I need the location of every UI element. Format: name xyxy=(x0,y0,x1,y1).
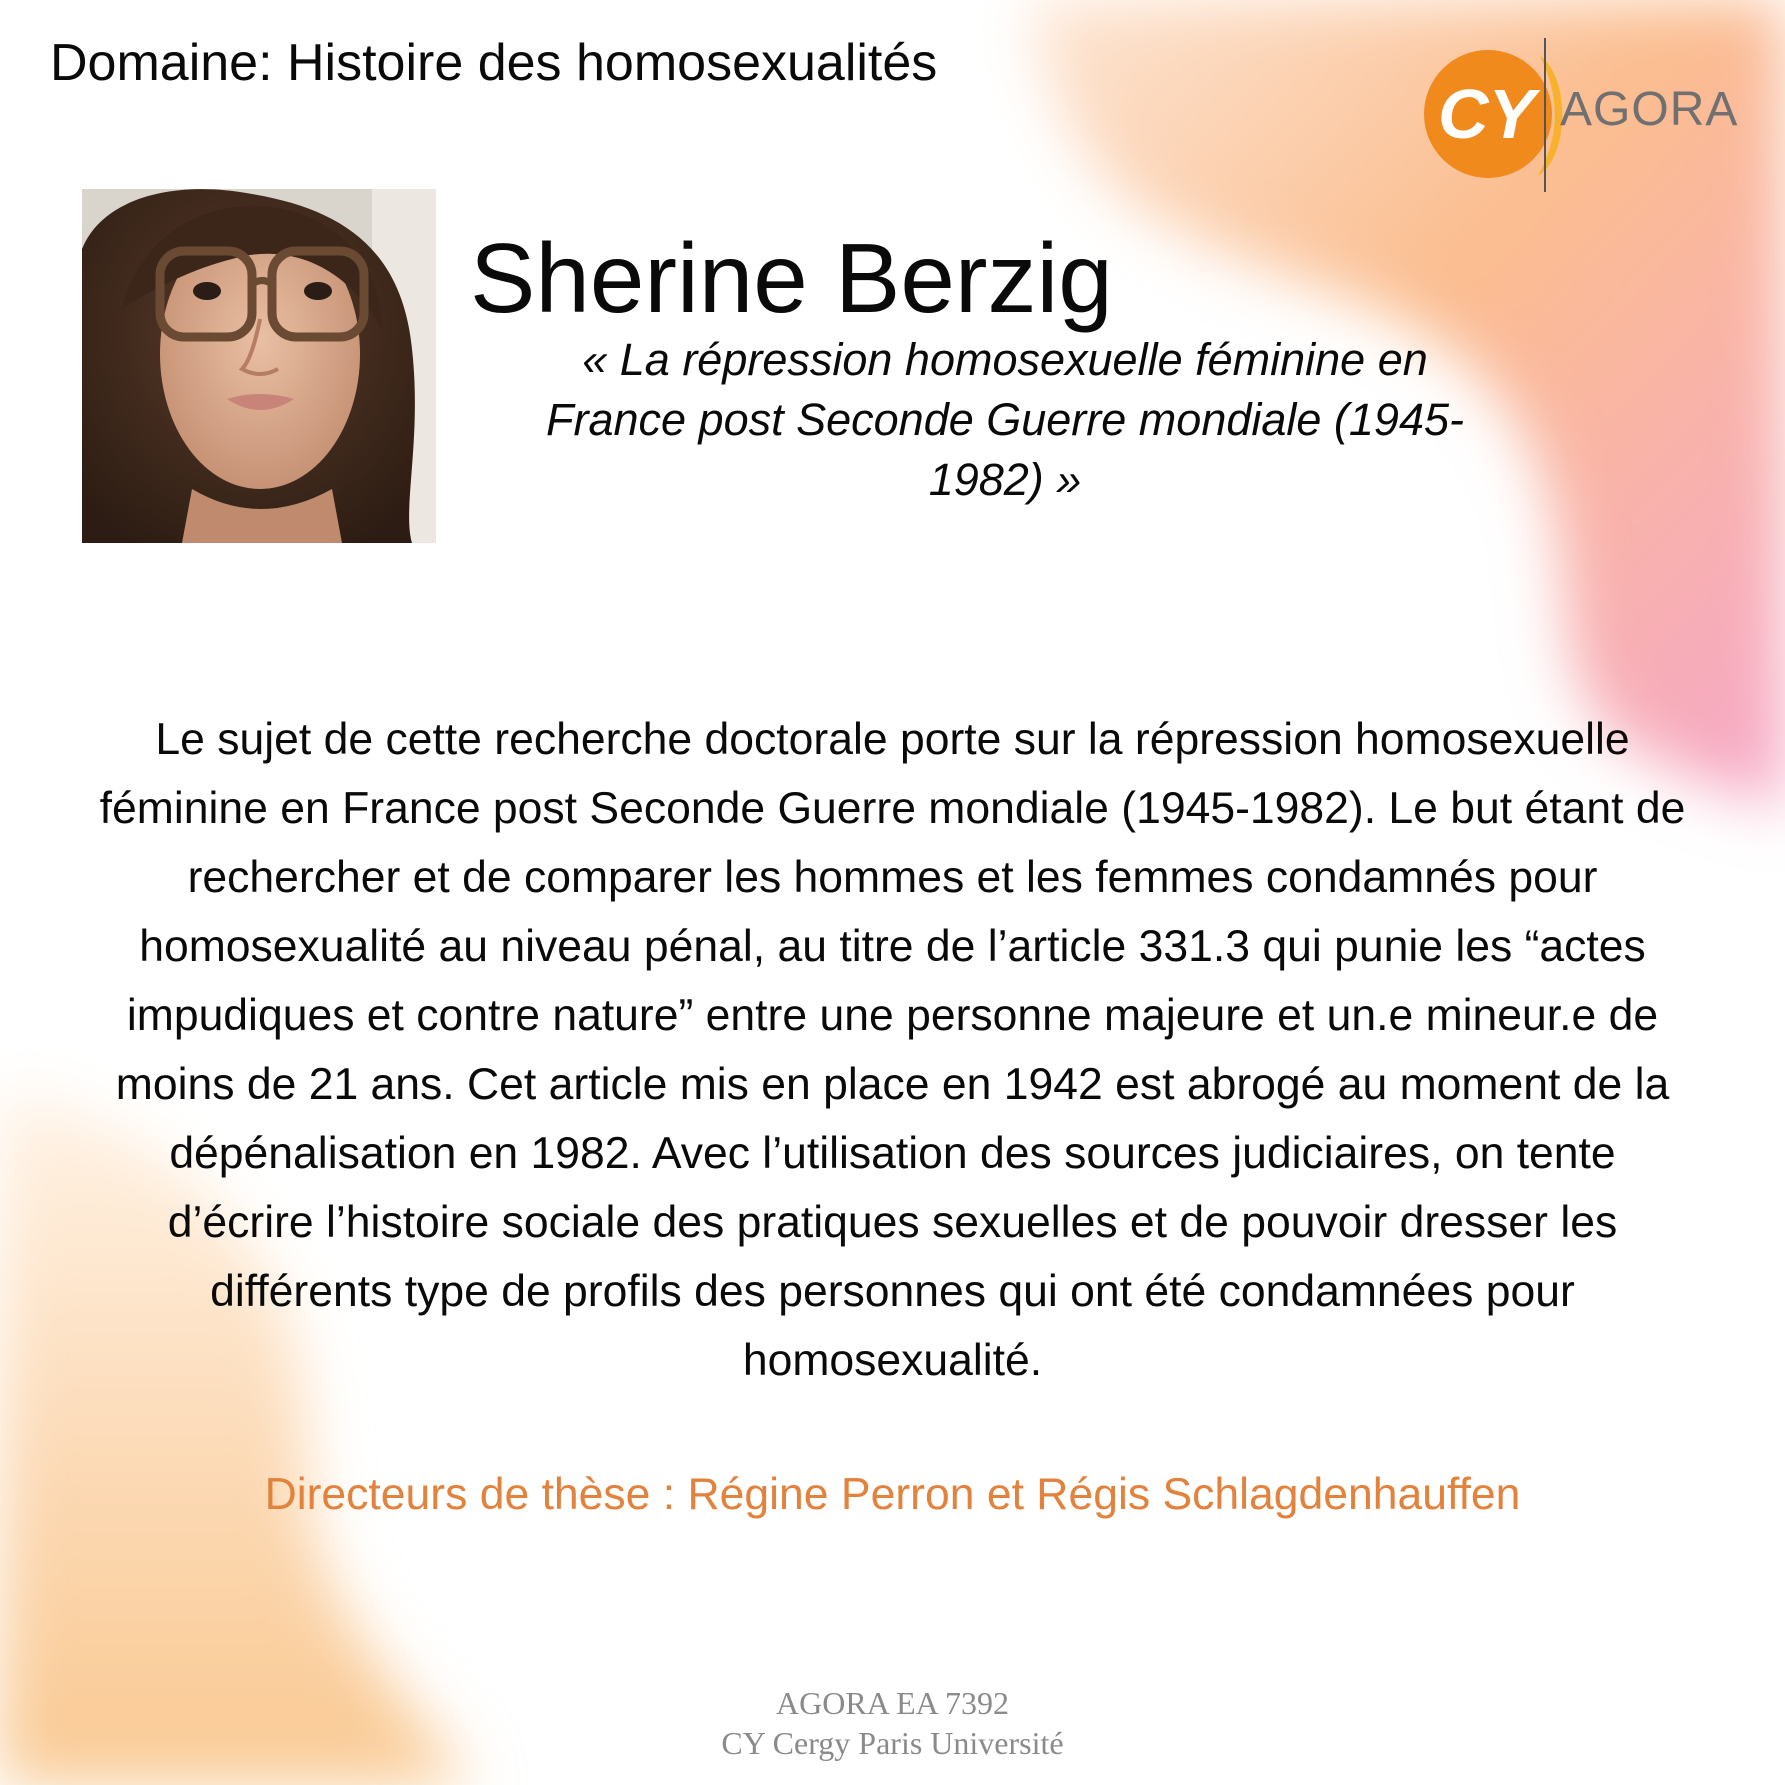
thesis-directors: Directeurs de thèse : Régine Perron et Régis Schlagdenhauffen xyxy=(264,1470,1521,1519)
thesis-title: « La répression homosexuelle féminine en France post Seconde Guerre mondiale (1945-1982) » xyxy=(545,334,1465,505)
footer-lab: AGORA EA 7392 xyxy=(776,1685,1009,1721)
abstract-paragraph: Le sujet de cette recherche doctorale porte sur la répression homosexuelle féminine en France post Seconde Guerre mondiale (1945-1982). Le but étant de rechercher et de comparer les hommes et les femmes condamnés pour homosexualité au niveau pénal, au titre de l’article 331.3 qui punie les “actes impudiques et contre nature” entre une personne majeure et un.e mineur.e de moins de 21 ans. Cet article mis en place en 1942 est abrogé au moment de la dépénalisation en 1982. Avec l’utilisation des sources judiciaires, on tente d’écrire l’histoire sociale des pratiques sexuelles et de pouvoir dresser les différents type de profils des personnes qui ont été condamnées pour homosexualité. xyxy=(99,715,1686,1385)
logo-mark-text: CY xyxy=(1438,75,1536,153)
footer-university: CY Cergy Paris Université xyxy=(721,1725,1064,1761)
footer xyxy=(0,1683,1785,1763)
portrait-image xyxy=(82,189,436,543)
cy-agora-logo xyxy=(1420,36,1740,196)
researcher-name: Sherine Berzig xyxy=(470,223,1113,333)
domain-heading: Domaine: Histoire des homosexualités xyxy=(50,34,938,92)
logo-agora-text: AGORA xyxy=(1560,83,1739,136)
profile-photo xyxy=(82,189,436,543)
